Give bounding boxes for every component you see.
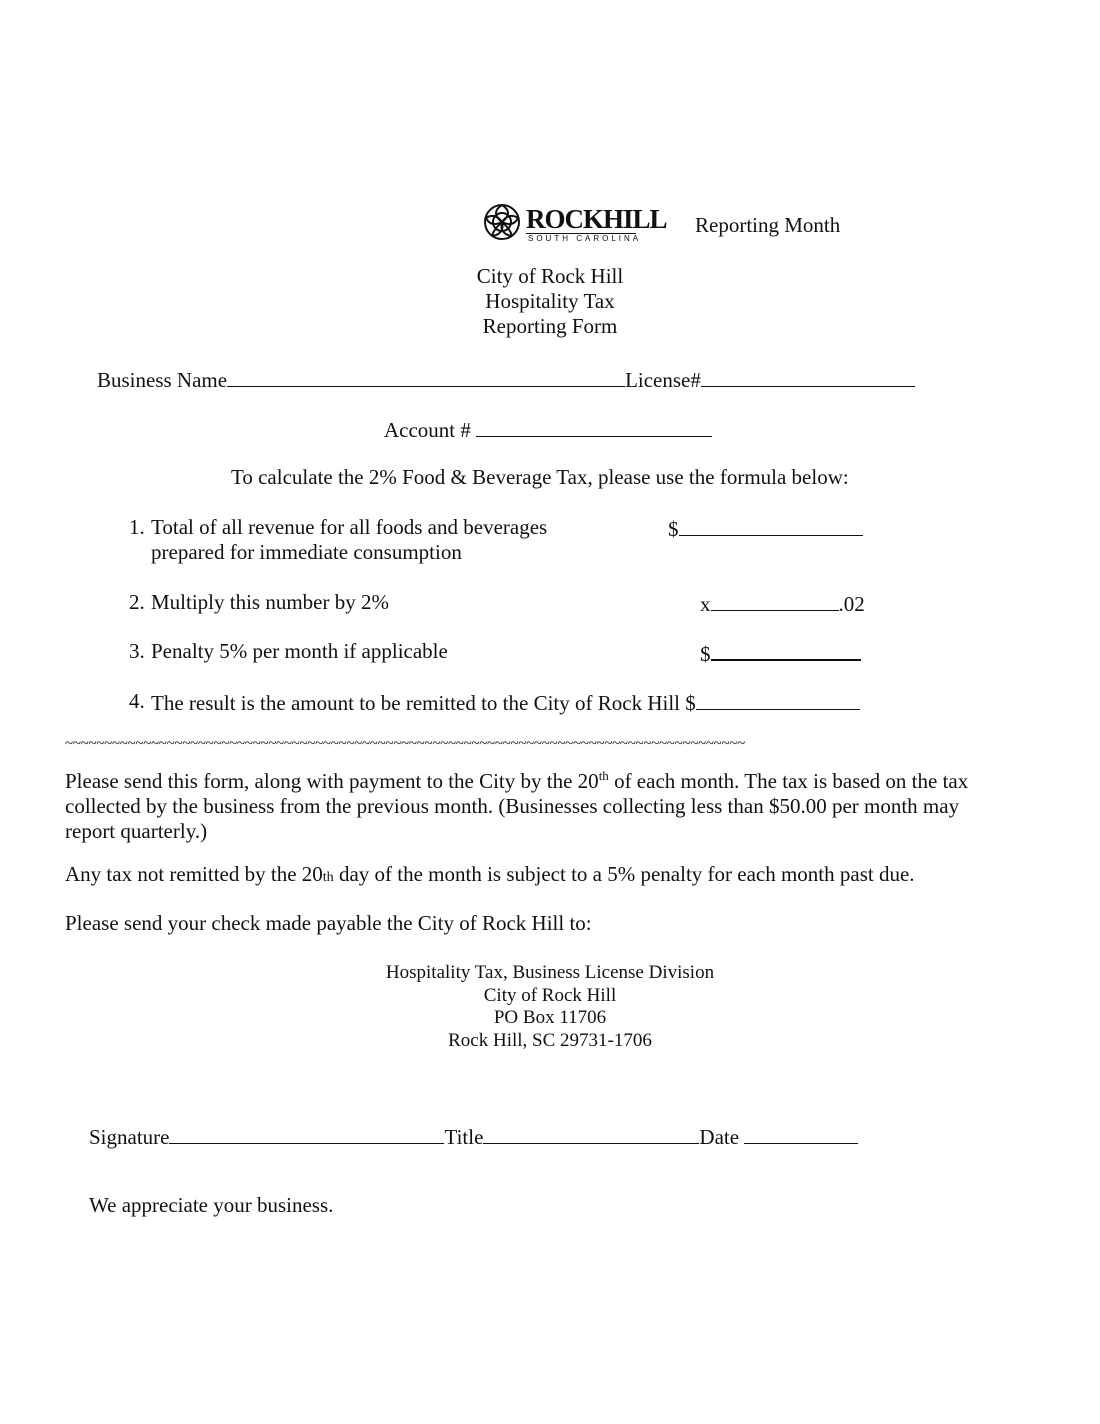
step-2-text: Multiply this number by 2% — [151, 590, 389, 614]
notice-paragraph-3: Please send your check made payable the City of Rock Hill to: — [65, 911, 592, 935]
notice-text-b: of each month. The tax is based on the tax — [608, 769, 969, 793]
step-3-number: 3. — [129, 639, 145, 663]
notice-paragraph-1 — [65, 763, 968, 844]
step-4-prefix: $ — [685, 691, 696, 715]
step-4-row — [151, 689, 860, 716]
license-field[interactable] — [701, 366, 915, 387]
step-2-suffix: .02 — [838, 592, 865, 616]
logo-wordmark: ROCKHILL — [526, 204, 667, 234]
notice-line-1 — [65, 763, 968, 794]
small-th: th — [322, 870, 334, 885]
date-label: Date — [699, 1125, 740, 1149]
step-3-amount — [700, 639, 861, 667]
address-line-4: Rock Hill, SC 29731-1706 — [448, 1029, 652, 1051]
rock-hill-logo — [482, 200, 667, 246]
step-3-prefix: $ — [700, 642, 711, 666]
notice-text-a: Please send this form, along with payment to the City by the 20 — [65, 769, 599, 793]
step-1-amount-field[interactable] — [679, 515, 863, 536]
business-name-field[interactable] — [227, 366, 625, 387]
step-2-amount — [700, 590, 865, 617]
rose-emblem-icon — [482, 200, 522, 244]
notice-line-3: report quarterly.) — [65, 819, 208, 843]
step-1-amount — [668, 515, 863, 542]
step-3-amount-field[interactable] — [711, 639, 861, 661]
step-1-prefix: $ — [668, 517, 679, 541]
business-license-row — [97, 366, 915, 393]
address-line-1: Hospitality Tax, Business License Division — [385, 962, 715, 983]
title-line-1: City of Rock Hill — [476, 264, 624, 288]
step-1-text: Total of all revenue for all foods and beverages — [151, 515, 548, 539]
step-2-number: 2. — [129, 590, 145, 614]
step-4-text: The result is the amount to be remitted to the City of Rock Hill — [151, 691, 680, 715]
step-4-amount-field[interactable] — [696, 689, 860, 710]
title-line-3: Reporting Form — [482, 314, 618, 338]
title-line-2: Hospitality Tax — [485, 289, 615, 313]
step-2-amount-field[interactable] — [711, 590, 839, 611]
tilde-divider: ~~~~~~~~~~~~~~~~~~~~~~~~~~~~~~~~~~~~~~~~~~~~~~~~~~~~~~~~~~~~~~~~~~~~~~~~~~~~~~~~~~~~~~~ — [65, 736, 745, 752]
account-label: Account # — [384, 418, 471, 442]
notice-line-2: collected by the business from the previous month. (Businesses collecting less than $50.00 per month may — [65, 794, 960, 818]
penalty-text-a: Any tax not remitted by the 20 — [65, 862, 323, 886]
instructions-text: To calculate the 2% Food & Beverage Tax, please use the formula below: — [231, 465, 849, 489]
mailing-address — [300, 962, 800, 1052]
account-field[interactable] — [476, 416, 712, 437]
title-field[interactable] — [483, 1123, 699, 1144]
closing-text: We appreciate your business. — [89, 1193, 334, 1217]
business-name-label: Business Name — [97, 368, 228, 392]
date-field[interactable] — [744, 1123, 858, 1144]
license-label: License# — [625, 368, 701, 392]
address-line-3: PO Box 11706 — [493, 1007, 607, 1028]
signature-label: Signature — [89, 1125, 170, 1149]
address-line-2: City of Rock Hill — [483, 984, 617, 1006]
notice-paragraph-2 — [65, 862, 915, 887]
step-2-prefix: x — [700, 592, 711, 616]
step-1-number: 1. — [129, 515, 145, 539]
step-3-text: Penalty 5% per month if applicable — [151, 639, 448, 663]
form-title — [400, 264, 700, 339]
title-label: Title — [444, 1125, 484, 1149]
account-row — [384, 416, 712, 443]
step-1-text-line-2: prepared for immediate consumption — [151, 540, 462, 564]
logo-subtitle: SOUTH CAROLINA — [528, 234, 642, 243]
penalty-text-b: day of the month is subject to a 5% penalty for each month past due. — [333, 862, 915, 886]
step-4-number: 4. — [129, 689, 145, 713]
superscript-th: th — [598, 768, 609, 783]
signature-field[interactable] — [169, 1123, 444, 1144]
reporting-month-label: Reporting Month — [695, 213, 841, 237]
signature-row — [89, 1123, 858, 1150]
